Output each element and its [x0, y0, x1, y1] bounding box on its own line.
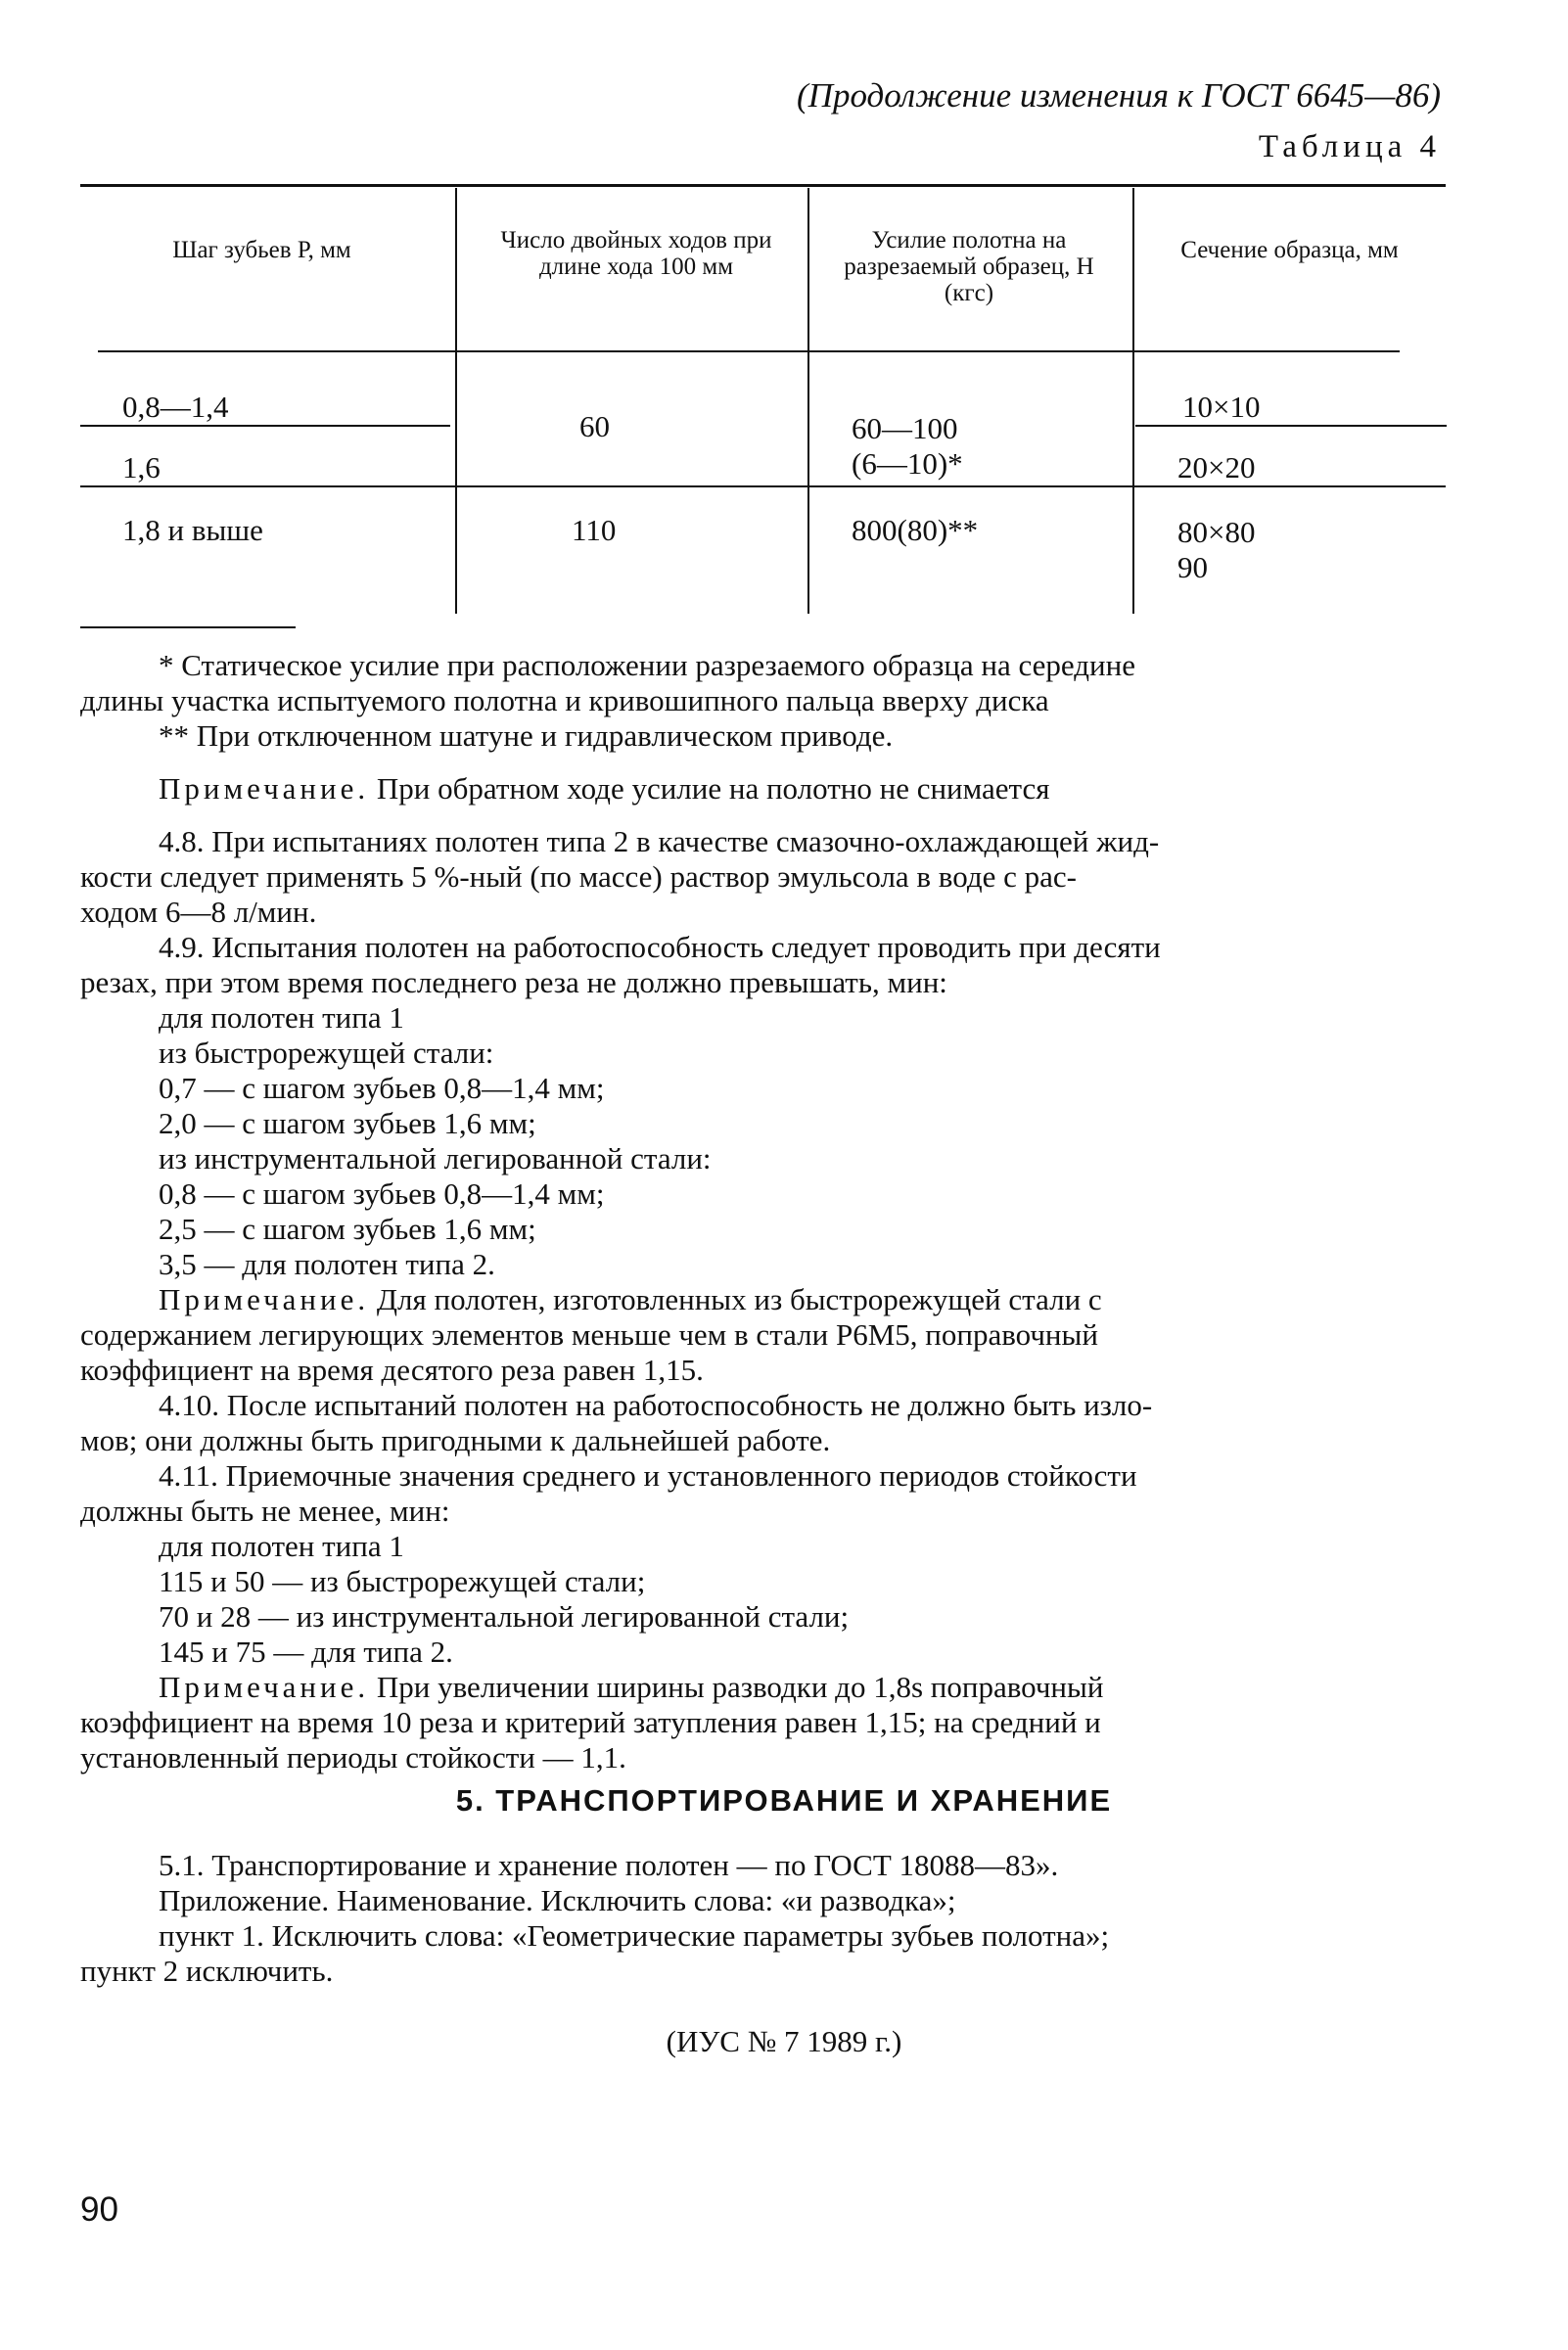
clause-4-10-line1: 4.10. После испытаний полотен на работоспособность не должно быть изло- — [159, 1388, 1153, 1422]
page-number: 90 — [80, 2190, 118, 2229]
footnote-rule — [80, 626, 296, 628]
cell-force-6-10: (6—10)* — [852, 446, 963, 481]
clause-4-11-note — [159, 1670, 1103, 1705]
clause-4-11-note-line2: коэффициент на время 10 реза и критерий затупления равен 1,15; на средний и — [80, 1705, 1101, 1739]
col-divider-1 — [455, 188, 457, 614]
clause-4-11-item: 145 и 75 — для типа 2. — [159, 1635, 453, 1669]
table-header-rule — [98, 350, 1400, 352]
clause-4-8-line1: 4.8. При испытаниях полотен типа 2 в качестве смазочно-охлаждающей жид- — [159, 824, 1160, 858]
clause-4-9-item: из инструментальной легированной стали: — [159, 1141, 712, 1175]
cell-strokes-110: 110 — [572, 513, 617, 547]
cell-section-80x80: 80×80 — [1177, 515, 1256, 549]
note-text: При увеличении ширины разводки до 1,8s поправочный — [376, 1670, 1104, 1704]
column-header-tooth-pitch: Шаг зубьев Р, мм — [172, 237, 351, 263]
clause-4-8-line3: ходом 6—8 л/мин. — [80, 895, 317, 929]
footnote-hydraulic: ** При отключенном шатуне и гидравлическом приводе. — [159, 718, 894, 753]
ius-reference: (ИУС № 7 1989 г.) — [666, 2024, 902, 2058]
appendix-item-1: пункт 1. Исключить слова: «Геометрические параметры зубьев полотна»; — [159, 1918, 1110, 1953]
clause-4-9-line1: 4.9. Испытания полотен на работоспособность следует проводить при десяти — [159, 930, 1161, 964]
clause-4-11-item: для полотен типа 1 — [159, 1529, 404, 1563]
clause-4-11-note-line3: установленный периоды стойкости — 1,1. — [80, 1740, 626, 1774]
column-header-sample-section: Сечение образца, мм — [1180, 237, 1399, 263]
cell-pitch-1-6: 1,6 — [122, 450, 161, 484]
note-label: Примечание. — [159, 1670, 370, 1704]
note-text: Для полотен, изготовленных из быстрорежущей стали с — [376, 1282, 1102, 1316]
table-note — [159, 771, 1050, 806]
cell-strokes-60: 60 — [579, 409, 610, 443]
cell-force-60-100: 60—100 — [852, 411, 958, 445]
note-text: При обратном ходе усилие на полотно не снимается — [376, 771, 1050, 806]
clause-4-10-line2: мов; они должны быть пригодными к дальнейшей работе. — [80, 1423, 831, 1457]
clause-4-9-note-line2: содержанием легирующих элементов меньше чем в стали Р6М5, поправочный — [80, 1317, 1098, 1352]
footnote-static-force: * Статическое усилие при расположении разрезаемого образца на середине — [159, 648, 1135, 682]
clause-4-11-line2: должны быть не менее, мин: — [80, 1494, 450, 1528]
clause-4-9-item: 3,5 — для полотен типа 2. — [159, 1247, 495, 1281]
cell-section-20x20: 20×20 — [1177, 450, 1256, 484]
clause-4-9-item: из быстрорежущей стали: — [159, 1036, 494, 1070]
cell-force-800-80: 800(80)** — [852, 513, 979, 547]
clause-4-9-note-line3: коэффициент на время десятого реза равен 1,15. — [80, 1353, 704, 1387]
col-divider-2 — [807, 188, 809, 614]
clause-4-9-note — [159, 1282, 1102, 1317]
clause-4-11-line1: 4.11. Приемочные значения среднего и установленного периодов стойкости — [159, 1458, 1137, 1493]
clause-4-9-item: 2,0 — с шагом зубьев 1,6 мм; — [159, 1106, 536, 1140]
section-5-heading: 5. ТРАНСПОРТИРОВАНИЕ И ХРАНЕНИЕ — [455, 1783, 1113, 1818]
clause-4-9-line2: резах, при этом время последнего реза не должно превышать, мин: — [80, 965, 947, 999]
continuation-title: (Продолжение изменения к ГОСТ 6645—86) — [797, 76, 1441, 115]
table-label: Таблица 4 — [1258, 129, 1441, 164]
row-rule-1 — [80, 425, 450, 427]
cell-section-10x10: 10×10 — [1182, 390, 1261, 424]
clause-4-9-item: 0,8 — с шагом зубьев 0,8—1,4 мм; — [159, 1176, 605, 1211]
clause-4-11-item: 115 и 50 — из быстрорежущей стали; — [159, 1564, 646, 1598]
col-divider-3 — [1132, 188, 1134, 614]
cell-section-90: 90 — [1177, 550, 1208, 584]
clause-5-1: 5.1. Транспортирование и хранение полотен — по ГОСТ 18088—83». — [159, 1848, 1059, 1882]
clause-4-9-item: 0,7 — с шагом зубьев 0,8—1,4 мм; — [159, 1071, 605, 1105]
row-rule-1b — [1135, 425, 1447, 427]
appendix-item-2: пункт 2 исключить. — [80, 1954, 334, 1988]
column-header-double-strokes: Число двойных ходов при длине хода 100 мм — [500, 227, 772, 280]
appendix-line: Приложение. Наименование. Исключить слова: «и разводка»; — [159, 1883, 956, 1917]
cell-pitch-1-8-and-above: 1,8 и выше — [122, 513, 263, 547]
clause-4-8-line2: кости следует применять 5 %-ный (по массе) раствор эмульсола в воде с рас- — [80, 859, 1077, 894]
clause-4-9-item: для полотен типа 1 — [159, 1000, 404, 1035]
clause-4-9-item: 2,5 — с шагом зубьев 1,6 мм; — [159, 1212, 536, 1246]
footnote-static-force-cont: длины участка испытуемого полотна и кривошипного пальца вверху диска — [80, 683, 1049, 717]
table-top-rule — [80, 184, 1446, 187]
column-header-blade-force: Усилие полотна на разрезаемый образец, Н (кгс) — [844, 227, 1094, 306]
cell-pitch-0-8-1-4: 0,8—1,4 — [122, 390, 229, 424]
clause-4-11-item: 70 и 28 — из инструментальной легированной стали; — [159, 1599, 850, 1634]
row-rule-2 — [80, 485, 1446, 487]
note-label: Примечание. — [159, 771, 370, 806]
note-label: Примечание. — [159, 1282, 370, 1316]
